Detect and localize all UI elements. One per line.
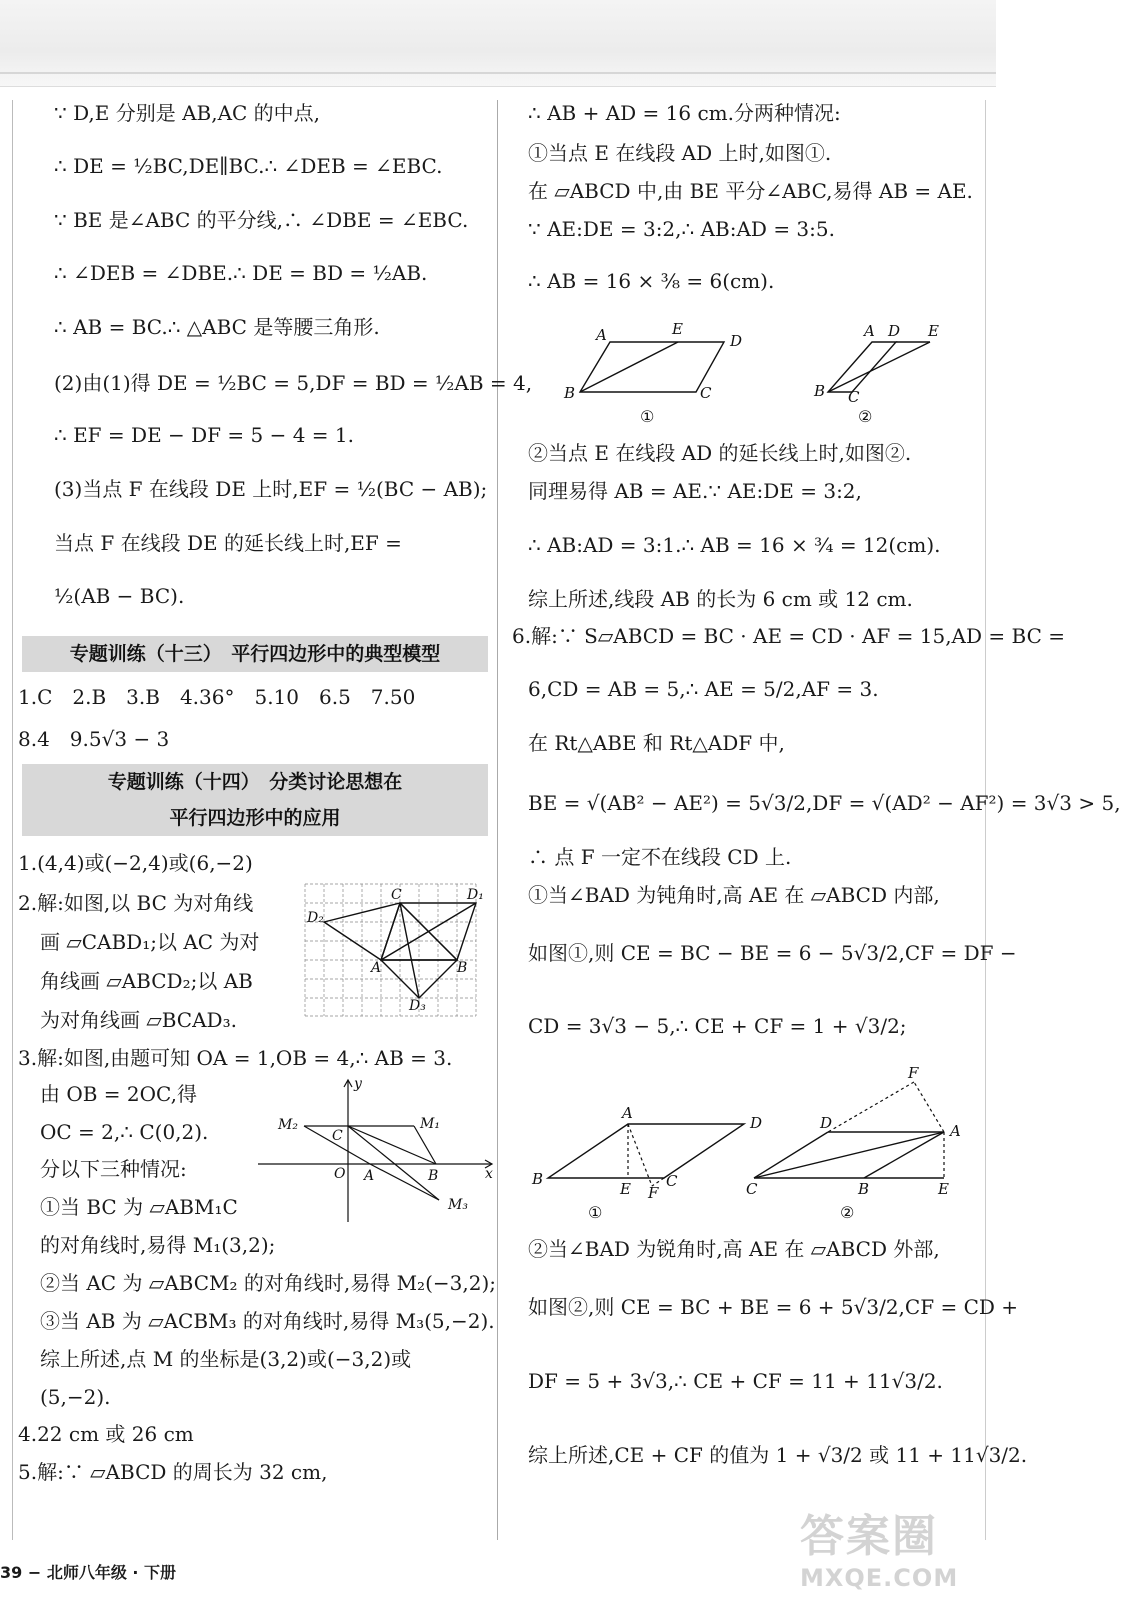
text-line: ∵ BE 是∠ABC 的平分线,∴ ∠DBE = ∠EBC.: [54, 208, 469, 232]
text-line: 角线画 ▱ABCD₂;以 AB: [40, 969, 253, 993]
text-line: ∴ ∠DEB = ∠DBE.∴ DE = BD = ½AB.: [54, 261, 428, 285]
point-label: M₂: [278, 1117, 298, 1133]
text-line: 画 ▱CABD₁;以 AC 为对: [40, 930, 260, 954]
point-label: E: [672, 320, 683, 338]
text-line: ∴ AB = 16 × ⅜ = 6(cm).: [528, 269, 775, 293]
point-label: A: [371, 960, 382, 976]
text-line: ③当 AB 为 ▱ACBM₃ 的对角线时,易得 M₃(5,−2).: [40, 1309, 495, 1333]
point-label: D₃: [409, 998, 426, 1014]
text-line: 综上所述,CE + CF 的值为 1 + √3/2 或 11 + 11√3/2.: [528, 1443, 1028, 1467]
point-label: B: [428, 1168, 439, 1184]
answer-line: 2.解:如图,以 BC 为对角线: [18, 891, 254, 915]
point-label: D₁: [467, 887, 484, 903]
coordinate-figure: [256, 1074, 496, 1224]
text-line: (2)由(1)得 DE = ½BC = 5,DF = BD = ½AB = 4,: [54, 371, 533, 395]
figure-number: ①: [640, 407, 655, 426]
answer-line: 3.解:如图,由题可知 OA = 1,OB = 4,∴ AB = 3.: [18, 1046, 453, 1070]
point-label: D: [820, 1114, 833, 1132]
point-label: E: [620, 1180, 631, 1198]
watermark-url: MXQE.COM: [800, 1564, 959, 1592]
parallelogram-figures-q5: [552, 318, 972, 430]
banner-line: 平行四边形中的应用: [169, 807, 341, 829]
column-divider: [497, 100, 498, 1540]
point-label: C: [700, 384, 712, 402]
text-line: ②当∠BAD 为锐角时,高 AE 在 ▱ABCD 外部,: [528, 1237, 940, 1261]
point-label: M₁: [420, 1116, 440, 1132]
figure-number: ②: [840, 1203, 855, 1222]
point-label: E: [928, 322, 939, 340]
text-line: OC = 2,∴ C(0,2).: [40, 1120, 209, 1144]
point-label: D: [750, 1114, 763, 1132]
text-line: ∴ AB = BC.∴ △ABC 是等腰三角形.: [54, 315, 380, 339]
text-line: ①当点 E 在线段 AD 上时,如图①.: [528, 141, 832, 165]
answer-line: 5.解:∵ ▱ABCD 的周长为 32 cm,: [18, 1460, 328, 1484]
section-banner-14: [22, 764, 488, 836]
point-label: A: [622, 1104, 633, 1122]
point-label: M₃: [448, 1197, 468, 1213]
text-line: CD = 3√3 − 5,∴ CE + CF = 1 + √3/2;: [528, 1014, 907, 1038]
point-label: A: [950, 1122, 961, 1140]
text-line: 综上所述,点 M 的坐标是(3,2)或(−3,2)或: [40, 1347, 412, 1371]
text-line: 如图②,则 CE = BC + BE = 6 + 5√3/2,CF = CD +: [528, 1295, 1019, 1319]
text-line: ①当 BC 为 ▱ABM₁C: [40, 1195, 238, 1219]
axis-label: x: [485, 1166, 493, 1182]
text-line: ½(AB − BC).: [54, 584, 185, 608]
point-label: F: [908, 1064, 919, 1082]
text-line: ∴ AB:AD = 3:1.∴ AB = 16 × ¾ = 12(cm).: [528, 533, 941, 557]
left-margin-rule: [12, 100, 13, 1540]
text-line: BE = √(AB² − AE²) = 5√3/2,DF = √(AD² − AF²) = 3√3 > 5,: [528, 791, 1121, 815]
answer-line: 4.22 cm 或 26 cm: [18, 1422, 194, 1446]
watermark-text: 答案圈: [800, 1511, 938, 1562]
point-label: B: [532, 1170, 544, 1188]
point-label: B: [814, 382, 826, 400]
text-line: (5,−2).: [40, 1385, 111, 1409]
text-line: ∵ AE:DE = 3:2,∴ AB:AD = 3:5.: [528, 217, 835, 241]
point-label: A: [864, 322, 875, 340]
text-line: ②当 AC 为 ▱ABCM₂ 的对角线时,易得 M₂(−3,2);: [40, 1271, 496, 1295]
point-label: D₂: [307, 910, 324, 926]
answer-line: 1.(4,4)或(−2,4)或(6,−2): [18, 851, 253, 875]
text-line: (3)当点 F 在线段 DE 上时,EF = ½(BC − AB);: [54, 477, 488, 501]
point-label: B: [564, 384, 576, 402]
point-label: D: [888, 322, 901, 340]
text-line: ∴ EF = DE − DF = 5 − 4 = 1.: [54, 423, 354, 447]
answer-line: 8.4 9.5√3 − 3: [18, 727, 170, 751]
text-line: ∴ DE = ½BC,DE∥BC.∴ ∠DEB = ∠EBC.: [54, 154, 443, 178]
text-line: 当点 F 在线段 DE 的延长线上时,EF =: [54, 531, 402, 555]
point-label: C: [666, 1172, 678, 1190]
figure-number: ①: [588, 1203, 603, 1222]
right-margin-rule: [985, 100, 986, 1540]
page-footer: 39 − 北师八年级 · 下册: [0, 1563, 177, 1582]
point-label: A: [596, 326, 607, 344]
text-line: ②当点 E 在线段 AD 的延长线上时,如图②.: [528, 441, 912, 465]
figure-number: ②: [858, 407, 873, 426]
point-label: C: [746, 1180, 758, 1198]
section-banner-13: 专题训练（十三） 平行四边形中的典型模型: [22, 636, 488, 672]
banner-line: 专题训练（十四） 分类讨论思想在: [107, 771, 403, 793]
grid-parallelogram-figure: [305, 884, 484, 1020]
text-line: 同理易得 AB = AE.∵ AE:DE = 3:2,: [528, 479, 862, 503]
answer-line: 1.C 2.B 3.B 4.36° 5.10 6.5 7.50: [18, 685, 416, 709]
text-line: 为对角线画 ▱BCAD₃.: [40, 1008, 237, 1032]
point-label: D: [730, 332, 743, 350]
text-line: DF = 5 + 3√3,∴ CE + CF = 11 + 11√3/2.: [528, 1369, 943, 1393]
text-line: 在 ▱ABCD 中,由 BE 平分∠ABC,易得 AB = AE.: [528, 179, 973, 203]
point-label: B: [457, 960, 468, 976]
answer-line: 6.解:∵ S▱ABCD = BC · AE = CD · AF = 15,AD = BC =: [512, 624, 1065, 648]
text-line: 6,CD = AB = 5,∴ AE = 5/2,AF = 3.: [528, 677, 879, 701]
point-label: A: [364, 1168, 375, 1184]
text-line: 分以下三种情况:: [40, 1157, 187, 1181]
text-line: 综上所述,线段 AB 的长为 6 cm 或 12 cm.: [528, 587, 913, 611]
text-line: ∴ AB + AD = 16 cm.分两种情况:: [528, 101, 841, 125]
text-line: 如图①,则 CE = BC − BE = 6 − 5√3/2,CF = DF −: [528, 941, 1017, 965]
point-label: F: [648, 1184, 659, 1202]
parallelogram-figures-q6: [528, 1066, 978, 1224]
watermark: [800, 1500, 980, 1592]
text-line: 在 Rt△ABE 和 Rt△ADF 中,: [528, 731, 785, 755]
text-line: ①当∠BAD 为钝角时,高 AE 在 ▱ABCD 内部,: [528, 883, 940, 907]
point-label: C: [391, 887, 402, 903]
point-label: O: [334, 1166, 346, 1182]
text-line: 由 OB = 2OC,得: [40, 1082, 197, 1106]
text-line: ∵ D,E 分别是 AB,AC 的中点,: [54, 101, 321, 125]
axis-label: y: [354, 1076, 362, 1092]
point-label: C: [848, 388, 860, 406]
page-header-band: [0, 0, 996, 87]
text-line: ∴ 点 F 一定不在线段 CD 上.: [528, 845, 792, 869]
point-label: E: [938, 1180, 949, 1198]
point-label: B: [858, 1180, 870, 1198]
text-line: 的对角线时,易得 M₁(3,2);: [40, 1233, 276, 1257]
point-label: C: [332, 1128, 343, 1144]
